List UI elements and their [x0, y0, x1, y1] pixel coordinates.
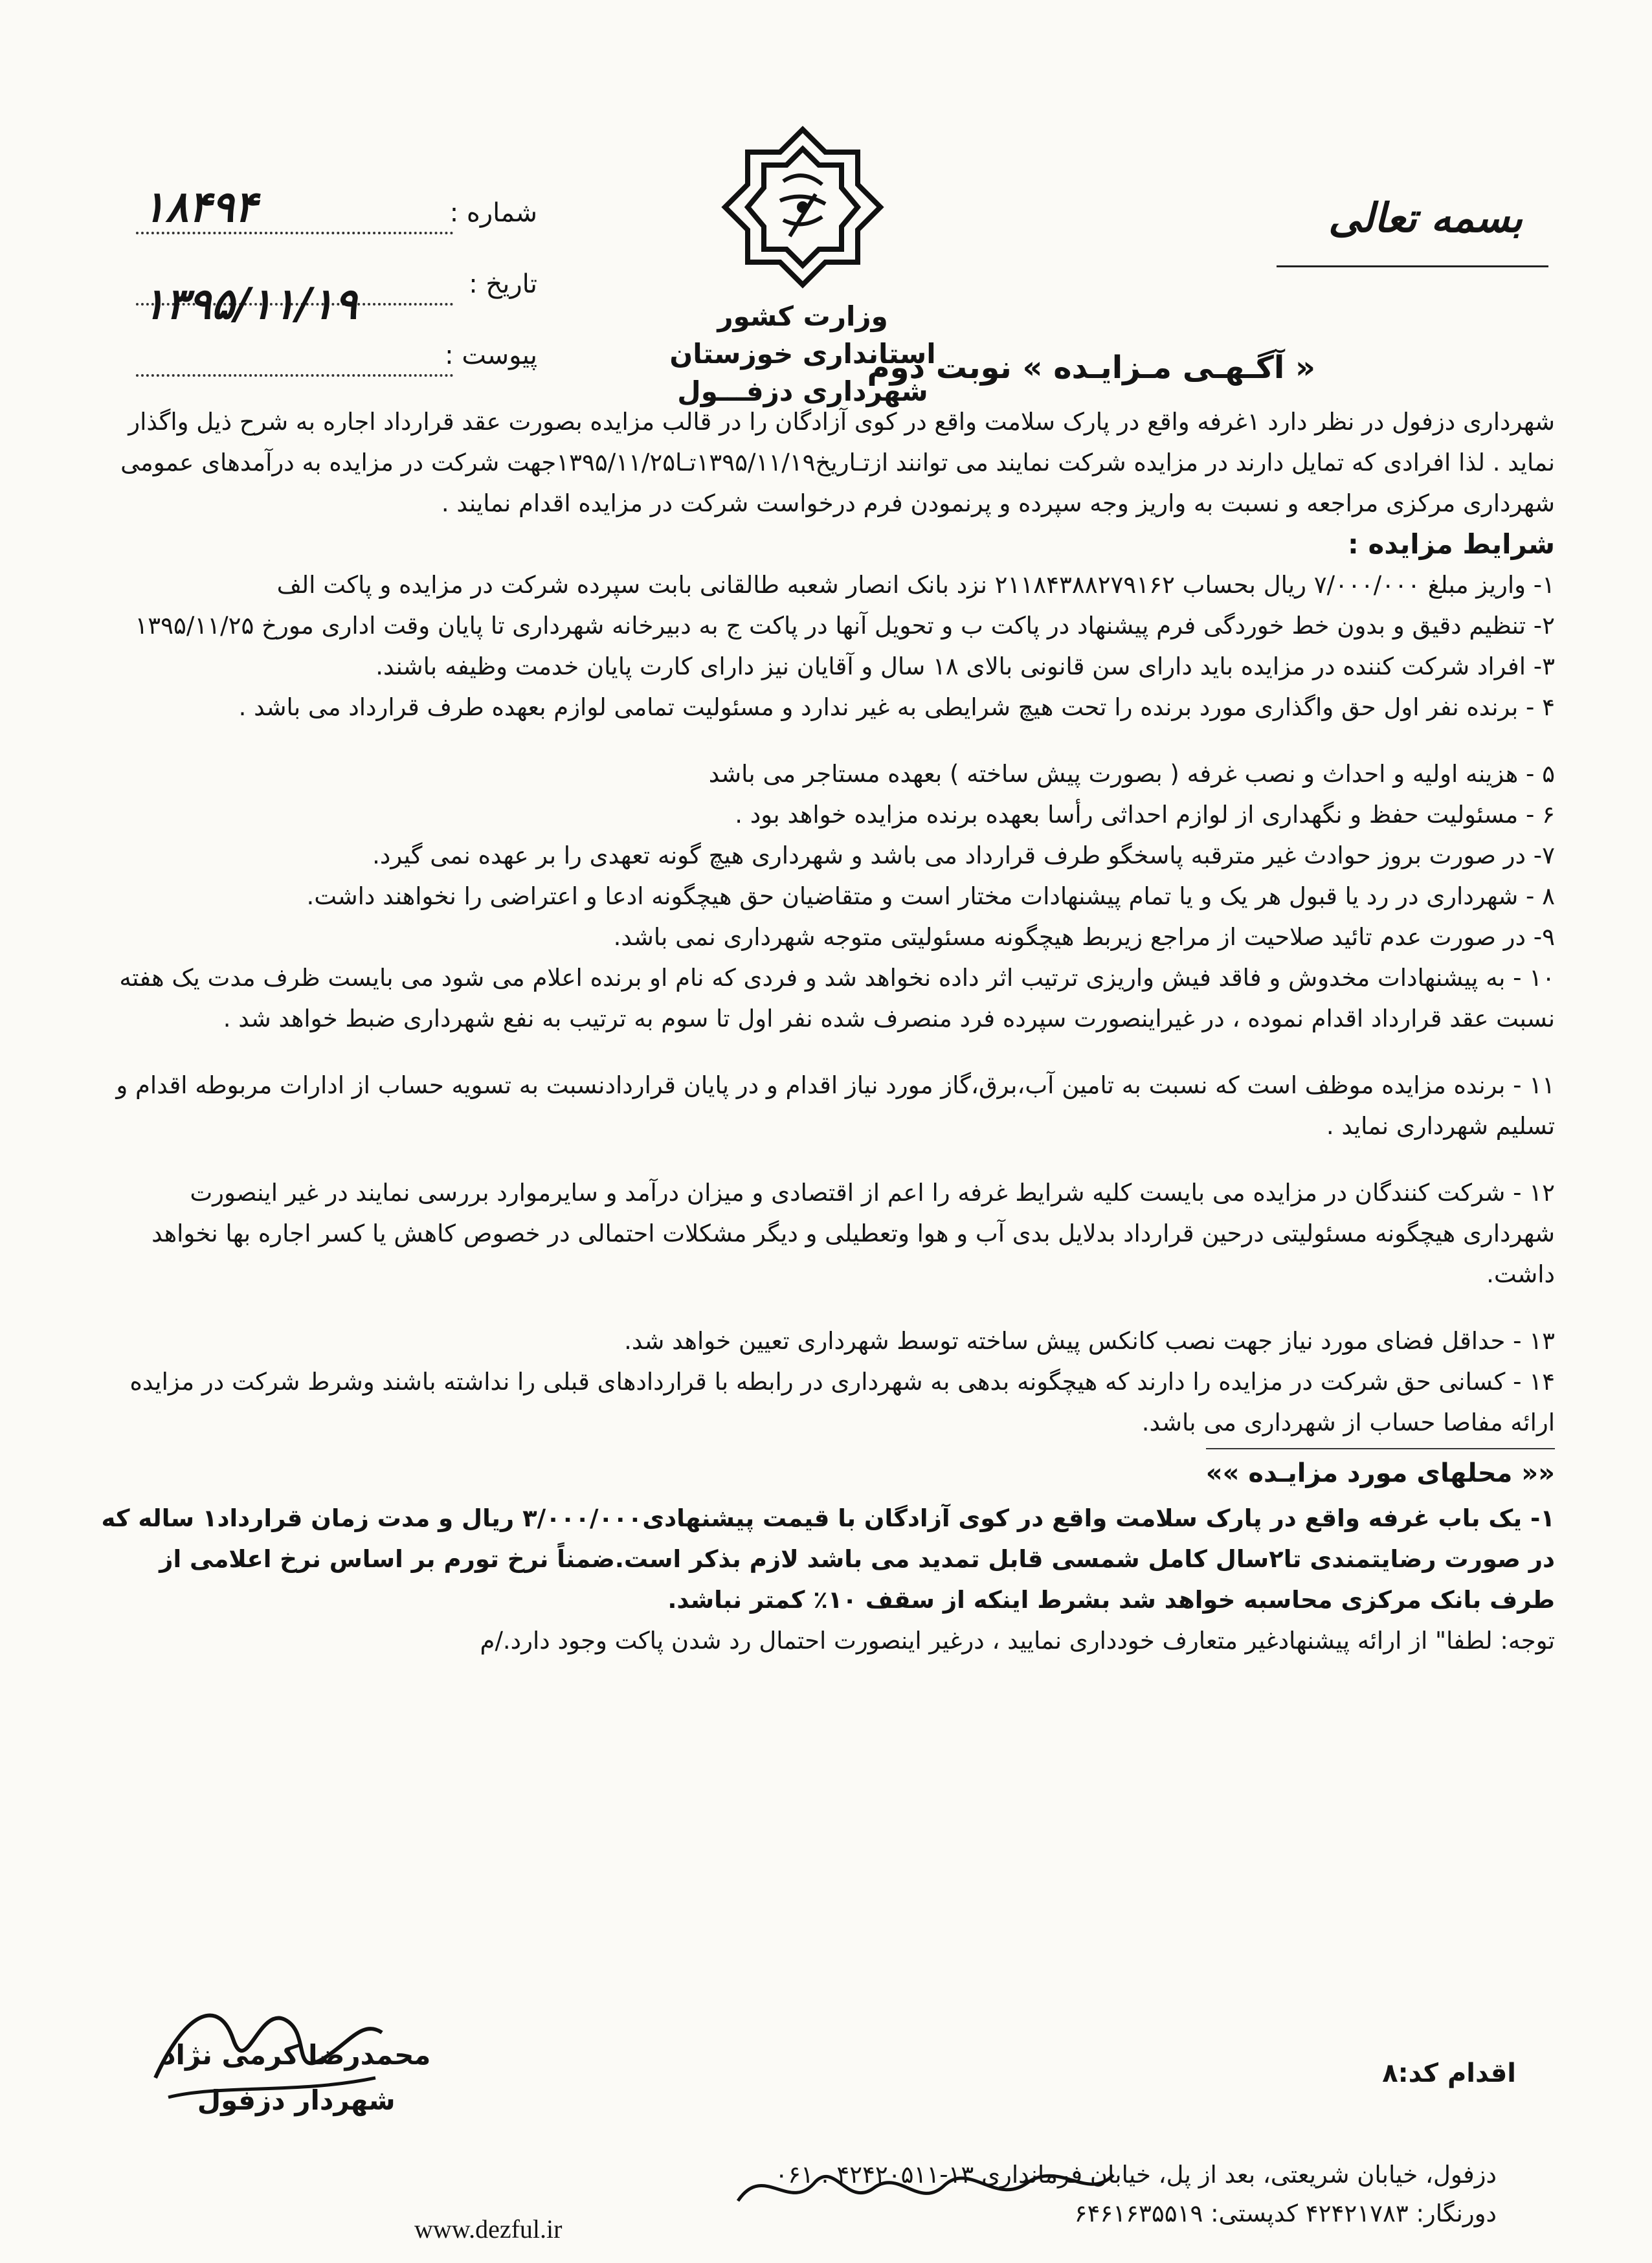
number-value: ۱۸۴۹۴	[142, 181, 258, 232]
attachment-dotted-line	[136, 374, 453, 377]
place-item: ۱- یک باب غرفه واقع در پارک سلامت واقع در کوی آزادگان با قیمت پیشنهادی۳/۰۰۰/۰۰۰ ریال و مدت زمان قرارداد۱ ساله که در صورت رضایتمندی تا۲سال کامل شمسی قابل تمدید می باشد لازم بذکر است.ضمناً نرخ تورم بر اساس نرخ اعلامی از طرف بانک مرکزی محاسبه خواهد شد بشرط اینکه از سقف ۱۰٪ کمتر نباشد.	[101, 1504, 1555, 1614]
letter-metadata	[123, 181, 537, 395]
condition-item: ۴ - برنده نفر اول حق واگذاری مورد برنده را تحت هیچ شرایطی به غیر ندارد و مسئولیت تمامی لوازم بعهده طرف قرارداد می باشد .	[238, 693, 1555, 721]
places-title: «« محلهای مورد مزایـده »»	[1206, 1448, 1555, 1494]
condition-item: ۱۴ - کسانی حق شرکت در مزایده را دارند که هیچگونه بدهی به شهرداری در رابطه با قراردادهای قبلی را نداشته باشند وشرط شرکت در مزایده ارائه مفاصا حساب از شهرداری می باشد.	[129, 1368, 1555, 1436]
condition-item: ۵ - هزینه اولیه و احداث و نصب غرفه ( بصورت پیش ساخته ) بعهده مستاجر می باشد	[708, 760, 1555, 788]
condition-item: ۱۲ - شرکت کنندگان در مزایده می بایست کلیه شرایط غرفه را اعم از اقتصادی و میزان درآمد و سایرموارد بررسی نمایند در غیر اینصورت شهرداری هیچگونه مسئولیتی درحین قرارداد بدلایل بدی آب و هوا وتعطیلی و دیگر مشکلات احتمالی در خصوص کاهش یا کسر اجاره بها نخواهد داشت.	[151, 1179, 1555, 1288]
attachment-label: پیوست :	[445, 340, 537, 370]
spacer	[97, 1039, 1555, 1065]
condition-item: ۲- تنظیم دقیق و بدون خط خوردگی فرم پیشنهاد در پاکت ب و تحویل آنها در پاکت ج به دبیرخانه شهرداری تا پایان وقت اداری مورخ ۱۳۹۵/۱۱/۲۵	[135, 612, 1555, 640]
condition-item: ۱۰ - به پیشنهادات مخدوش و فاقد فیش واریزی ترتیب اثر داده نخواهد شد و فردی که نام او برنده اعلام می شود می بایست ظرف مدت یک هفته نسبت عقد قرارداد اقدام نموده ، در غیراینصورت سپرده فرد منصرف شده نفر اول تا سوم به ترتیب به نفع شهرداری ضبط خواهد شد .	[119, 964, 1555, 1032]
condition-item: ۸ - شهرداری در رد یا قبول هر یک و یا تمام پیشنهادات مختار است و متقاضیان حق هیچگونه ادعا و اعتراضی را نخواهند داشت.	[306, 882, 1555, 910]
attachment-row	[123, 324, 537, 395]
bismillah-underline	[1277, 265, 1548, 267]
conditions-title: شرایط مزایده :	[1348, 528, 1555, 560]
footer-fax-postal: دورنگار: ۴۲۴۲۱۷۸۳ کدپستی: ۶۴۶۱۶۳۵۵۱۹	[1074, 2200, 1497, 2227]
spacer	[97, 728, 1555, 753]
municipality-emblem-icon	[719, 123, 887, 298]
date-label: تاریخ :	[469, 269, 537, 299]
signatory-name: محمدرضا کرمی نژاد	[162, 2039, 431, 2071]
footer-contact	[775, 2156, 1497, 2233]
notice-body	[97, 401, 1555, 1661]
spacer	[97, 1146, 1555, 1172]
condition-item: ۶ - مسئولیت حفظ و نگهداری از لوازم احداثی رأسا بعهده برنده مزایده خواهد بود .	[735, 801, 1555, 829]
number-label: شماره :	[449, 198, 537, 228]
condition-item: ۷- در صورت بروز حوادث غیر مترقبه پاسخگو طرف قرارداد می باشد و شهرداری هیچ گونه تعهدی را بر عهده نمی گیرد.	[372, 842, 1555, 869]
notice-title: « آگـهـی مـزایـده » نوبت دوم	[867, 350, 1315, 386]
footer-website-link[interactable]: www.dezful.ir	[414, 2214, 563, 2244]
footer-address: دزفول، خیابان شریعتی، بعد از پل، خیابان فرمانداری ۱۳-۴۲۴۲۰۵۱۱ . ۰۶۱	[775, 2161, 1497, 2189]
intro-paragraph: شهرداری دزفول در نظر دارد ۱غرفه واقع در پارک سلامت واقع در کوی آزادگان را در قالب مزایده بصورت عقد قرارداد اجاره به شرح ذیل واگذار نماید . لذا افرادی که تمایل دارند در مزایده شرکت نمایند می توانند ازتـاریخ۱۳۹۵/۱۱/۱۹تـا۱۳۹۵/۱۱/۲۵جهت شرکت در مزایده به درآمدهای عمومی شهرداری مرکزی مراجعه و نسبت به واریز وجه سپرده و پرنمودن فرم درخواست شرکت در مزایده اقدام نمایند .	[120, 408, 1555, 517]
condition-item: ۱۳ - حداقل فضای مورد نیاز جهت نصب کانکس پیش ساخته توسط شهرداری تعیین خواهد شد.	[624, 1327, 1555, 1355]
date-value: ۱۳۹۵/۱۱/۱۹	[142, 278, 357, 329]
number-row	[123, 181, 537, 252]
note-paragraph: توجه: لطفا" از ارائه پیشنهادغیر متعارف خودداری نمایید ، درغیر اینصورت احتمال رد شدن پاکت وجود دارد./م	[480, 1627, 1555, 1655]
condition-item: ۱۱ - برنده مزایده موظف است که نسبت به تامین آب،برق،گاز مورد نیاز اقدام و در پایان قراردادنسبت به تسویه حساب از ادارات مربوطه اقدام و تسلیم شهرداری نماید .	[116, 1071, 1555, 1140]
org-line-ministry: وزارت کشور	[717, 300, 888, 332]
action-code: اقدام کد:۸	[1382, 2058, 1516, 2088]
org-line-municipality: شهرداری دزفـــول	[677, 375, 928, 407]
spacer	[97, 1295, 1555, 1321]
places-title-wrap	[97, 1448, 1555, 1494]
number-dotted-line	[136, 232, 453, 234]
signatory-role: شهردار دزفول	[197, 2084, 396, 2116]
date-row	[123, 252, 537, 329]
condition-item: ۱- واریز مبلغ ۷/۰۰۰/۰۰۰ ریال بحساب ۲۱۱۸۴۳۸۸۲۷۹۱۶۲ نزد بانک انصار شعبه طالقانی بابت سپرده شرکت در مزایده و پاکت الف	[276, 571, 1555, 599]
org-line-governorate: استانداری خوزستان	[669, 338, 936, 370]
condition-item: ۳- افراد شرکت کننده در مزایده باید دارای سن قانونی بالای ۱۸ سال و آقایان نیز دارای کارت پایان خدمت وظیفه باشند.	[375, 652, 1555, 680]
bismillah: بسمه تعالی	[1328, 194, 1523, 241]
signature-block	[162, 2033, 430, 2123]
condition-item: ۹- در صورت عدم تائید صلاحیت از مراجع زیربط هیچگونه مسئولیتی متوجه شهرداری نمی باشد.	[613, 923, 1555, 951]
